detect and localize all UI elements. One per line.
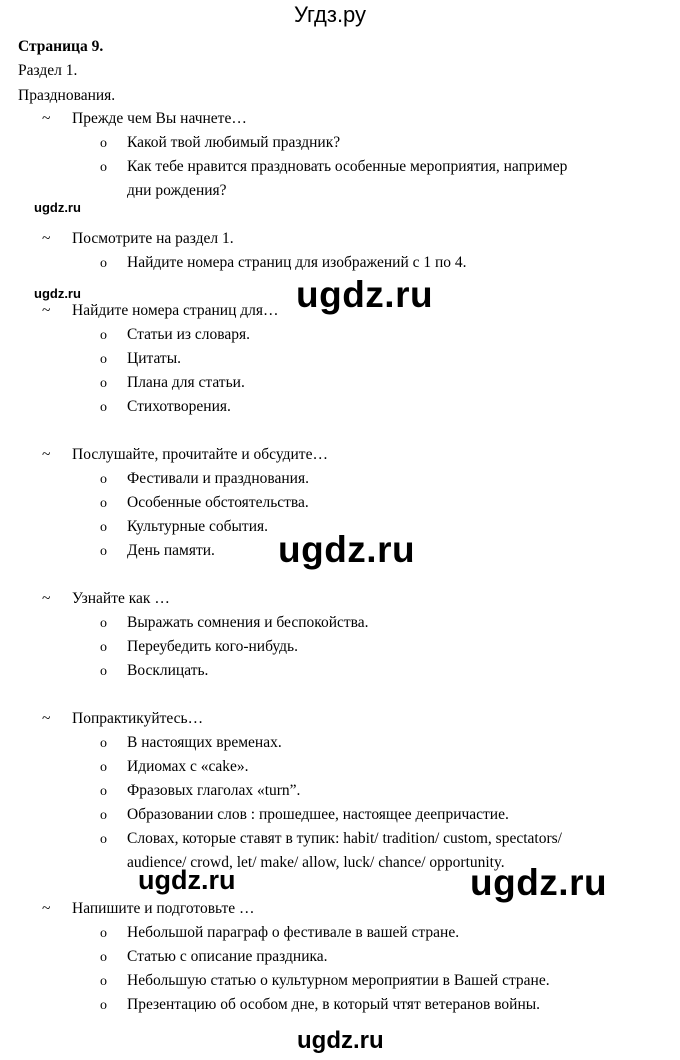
list-item: Идиомах с «cake».	[127, 758, 249, 775]
list-item: Как тебе нравится праздновать особенные мероприятия, например	[127, 158, 568, 175]
list-bullet-sub: o	[100, 472, 107, 487]
list-bullet-sub: o	[100, 160, 107, 175]
list-bullet-sub: o	[100, 974, 107, 989]
watermark: ugdz.ru	[296, 274, 434, 315]
list-item: audience/ crowd, let/ make/ allow, luck/ chance/ opportunity.	[127, 854, 505, 871]
list-item: Небольшой параграф о фестивале в вашей стране.	[127, 924, 460, 941]
list-bullet-sub: o	[100, 926, 107, 941]
list-bullet-sub: o	[100, 640, 107, 655]
block-title: Посмотрите на раздел 1.	[72, 230, 234, 247]
list-item: Фестивали и празднования.	[127, 470, 309, 487]
list-item: Цитаты.	[127, 350, 181, 367]
list-bullet-sub: o	[100, 496, 107, 511]
list-bullet-sub: o	[100, 136, 107, 151]
block-title: Узнайте как …	[72, 590, 170, 607]
list-bullet-sub: o	[100, 400, 107, 415]
list-bullet-sub: o	[100, 352, 107, 367]
list-bullet-main: ~	[42, 590, 51, 607]
block-title: Попрактикуйтесь…	[72, 710, 204, 727]
list-item: Статьи из словаря.	[127, 326, 250, 343]
list-bullet-sub: o	[100, 808, 107, 823]
watermark: ugdz.ru	[138, 865, 236, 895]
list-bullet-sub: o	[100, 256, 107, 271]
block-title: Напишите и подготовьте …	[72, 900, 255, 917]
list-item: Переубедить кого-нибудь.	[127, 638, 298, 655]
block-title: Послушайте, прочитайте и обсудите…	[72, 446, 328, 463]
list-bullet-sub: o	[100, 544, 107, 559]
section-label: Раздел 1.	[18, 62, 78, 79]
page-heading: Страница 9.	[18, 38, 104, 55]
list-bullet-main: ~	[42, 230, 51, 247]
list-item: День памяти.	[127, 542, 215, 559]
block-title: Найдите номера страниц для…	[72, 302, 279, 319]
list-bullet-sub: o	[100, 950, 107, 965]
list-item: Особенные обстоятельства.	[127, 494, 309, 511]
list-item: Словах, которые ставят в тупик: habit/ tradition/ custom, spectators/	[127, 830, 562, 847]
list-item: Найдите номера страниц для изображений с 1 по 4.	[127, 254, 467, 271]
list-item: Фразовых глаголах «turn”.	[127, 782, 301, 799]
list-bullet-sub: o	[100, 736, 107, 751]
list-bullet-main: ~	[42, 900, 51, 917]
list-bullet-main: ~	[42, 302, 51, 319]
list-item: Культурные события.	[127, 518, 268, 535]
list-item: Какой твой любимый праздник?	[127, 134, 341, 151]
list-bullet-sub: o	[100, 832, 107, 847]
list-bullet-sub: o	[100, 998, 107, 1013]
topic-label: Празднования.	[18, 87, 116, 104]
list-item: Выражать сомнения и беспокойства.	[127, 614, 369, 631]
block-title: Прежде чем Вы начнете…	[72, 110, 247, 127]
list-bullet-sub: o	[100, 520, 107, 535]
watermark: ugdz.ru	[34, 286, 81, 301]
list-item: Презентацию об особом дне, в который чтят ветеранов войны.	[127, 996, 541, 1013]
footer-watermark: ugdz.ru	[297, 1027, 384, 1054]
list-bullet-sub: o	[100, 784, 107, 799]
list-bullet-sub: o	[100, 376, 107, 391]
list-bullet-main: ~	[42, 710, 51, 727]
list-bullet-sub: o	[100, 328, 107, 343]
list-item: Статью с описание праздника.	[127, 948, 328, 965]
watermark: ugdz.ru	[278, 529, 416, 570]
list-item: В настоящих временах.	[127, 734, 282, 751]
list-item: дни рождения?	[127, 182, 227, 199]
list-bullet-main: ~	[42, 446, 51, 463]
list-item: Плана для статьи.	[127, 374, 245, 391]
watermark: ugdz.ru	[470, 862, 608, 903]
list-item: Стихотворения.	[127, 398, 231, 415]
list-bullet-sub: o	[100, 760, 107, 775]
list-item: Восклицать.	[127, 662, 209, 679]
site-title: Угдз.ру	[294, 2, 367, 27]
list-bullet-sub: o	[100, 664, 107, 679]
list-item: Небольшую статью о культурном мероприятии в Вашей стране.	[127, 972, 550, 989]
list-item: Образовании слов : прошедшее, настоящее деепричастие.	[127, 806, 509, 823]
list-bullet-sub: o	[100, 616, 107, 631]
list-bullet-main: ~	[42, 110, 51, 127]
watermark: ugdz.ru	[34, 200, 81, 215]
